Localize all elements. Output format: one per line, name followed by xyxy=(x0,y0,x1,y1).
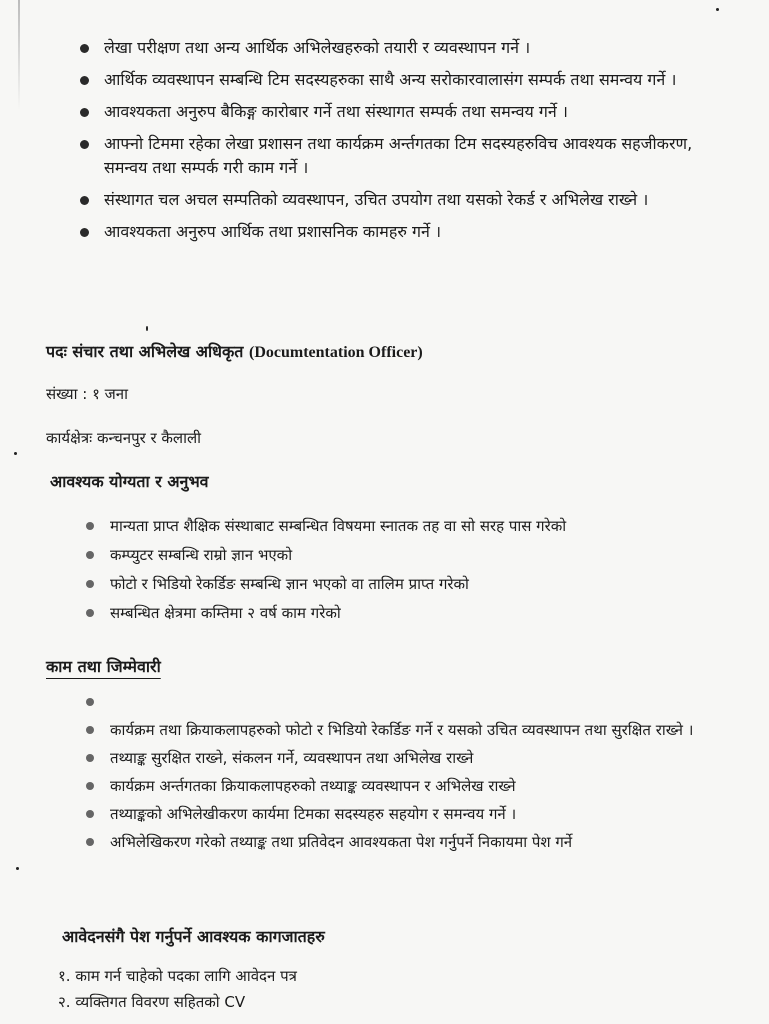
responsibility-list xyxy=(76,36,726,252)
list-item: लेखा परीक्षण तथा अन्य आर्थिक अभिलेखहरुको तयारी र व्यवस्थापन गर्ने । xyxy=(76,36,726,60)
bullet-icon xyxy=(80,44,89,53)
bullet-icon xyxy=(86,754,94,762)
work-area: कार्यक्षेत्रः कन्चनपुर र कैलाली xyxy=(46,429,202,447)
bullet-icon xyxy=(86,609,94,617)
list-item: आवश्यकता अनुरुप आर्थिक तथा प्रशासनिक कामहरु गर्ने । xyxy=(76,220,726,244)
scan-speck xyxy=(146,326,148,331)
list-item: सम्बन्धित क्षेत्रमा कम्तिमा २ वर्ष काम गरेको xyxy=(84,601,744,625)
document-item: २. व्यक्तिगत विवरण सहितको CV xyxy=(58,993,246,1011)
post-title xyxy=(46,340,423,362)
post-english-name: (Documtentation Officer) xyxy=(249,344,423,361)
list-item: संस्थागत चल अचल सम्पतिको व्यवस्थापन, उचित उपयोग तथा यसको रेकर्ड र अभिलेख राख्ने । xyxy=(76,188,726,212)
list-item: कम्प्युटर सम्बन्धि राम्रो ज्ञान भएको xyxy=(84,543,744,567)
post-label: पदः संचार तथा अभिलेख अधिकृत xyxy=(46,342,244,361)
scan-speck xyxy=(716,8,719,11)
bullet-icon xyxy=(86,580,94,588)
list-item: आफ्नो टिममा रहेका लेखा प्रशासन तथा कार्यक्रम अर्न्तगतका टिम सदस्यहरुविच आवश्यक सहजीकरण, समन्वय तथा सम्पर्क गरी काम गर्ने । xyxy=(76,132,726,180)
scan-edge-shadow xyxy=(18,0,20,110)
duties-heading: काम तथा जिम्मेवारी xyxy=(46,657,161,676)
list-item: तथ्याङ्क सुरक्षित राख्ने, संकलन गर्ने, व्यवस्थापन तथा अभिलेख राख्ने xyxy=(84,746,754,770)
document-item: १. काम गर्न चाहेको पदका लागि आवेदन पत्र xyxy=(58,967,297,985)
bullet-icon xyxy=(86,726,94,734)
bullet-icon xyxy=(86,838,94,846)
scan-speck xyxy=(16,867,19,870)
bullet-icon xyxy=(80,196,89,205)
qualification-heading: आवश्यक योग्यता र अनुभव xyxy=(50,472,209,491)
bullet-icon xyxy=(80,108,89,117)
scan-speck xyxy=(14,452,17,455)
list-item: आवश्यकता अनुरुप बैकिङ्ग कारोबार गर्ने तथा संस्थागत सम्पर्क तथा समन्वय गर्ने । xyxy=(76,100,726,124)
bullet-icon xyxy=(80,228,89,237)
bullet-icon xyxy=(86,810,94,818)
list-item: फोटो र भिडियो रेकर्डिङ सम्बन्धि ज्ञान भएको वा तालिम प्राप्त गरेको xyxy=(84,572,744,596)
documents-heading: आवेदनसंगै पेश गर्नुपर्ने आवश्यक कागजातहरु xyxy=(62,927,325,946)
bullet-icon xyxy=(86,782,94,790)
list-item: आर्थिक व्यवस्थापन सम्बन्धि टिम सदस्यहरुका साथै अन्य सरोकारवालासंग सम्पर्क तथा समन्वय गर्ने । xyxy=(76,68,726,92)
list-item: अभिलेखिकरण गरेको तथ्याङ्क तथा प्रतिवेदन आवश्यकता पेश गर्नुपर्ने निकायमा पेश गर्ने xyxy=(84,830,754,854)
bullet-icon xyxy=(86,698,94,706)
bullet-icon xyxy=(86,551,94,559)
list-item: कार्यक्रम अर्न्तगतका क्रियाकलापहरुको तथ्याङ्क व्यवस्थापन र अभिलेख राख्ने xyxy=(84,774,754,798)
bullet-icon xyxy=(80,76,89,85)
position-count: संख्या : १ जना xyxy=(46,385,128,403)
qualification-list xyxy=(84,514,744,630)
bullet-icon xyxy=(86,522,94,530)
list-item xyxy=(84,690,754,714)
list-item: तथ्याङ्कको अभिलेखीकरण कार्यमा टिमका सदस्यहरु सहयोग र समन्वय गर्ने । xyxy=(84,802,754,826)
list-item: मान्यता प्राप्त शैक्षिक संस्थाबाट सम्बन्धित विषयमा स्नातक तह वा सो सरह पास गरेको xyxy=(84,514,744,538)
bullet-icon xyxy=(80,140,89,149)
duties-list xyxy=(84,690,754,858)
list-item: कार्यक्रम तथा क्रियाकलापहरुको फोटो र भिडियो रेकर्डिङ गर्ने र यसको उचित व्यवस्थापन तथा सुरक्षित राख्ने । xyxy=(84,718,754,742)
